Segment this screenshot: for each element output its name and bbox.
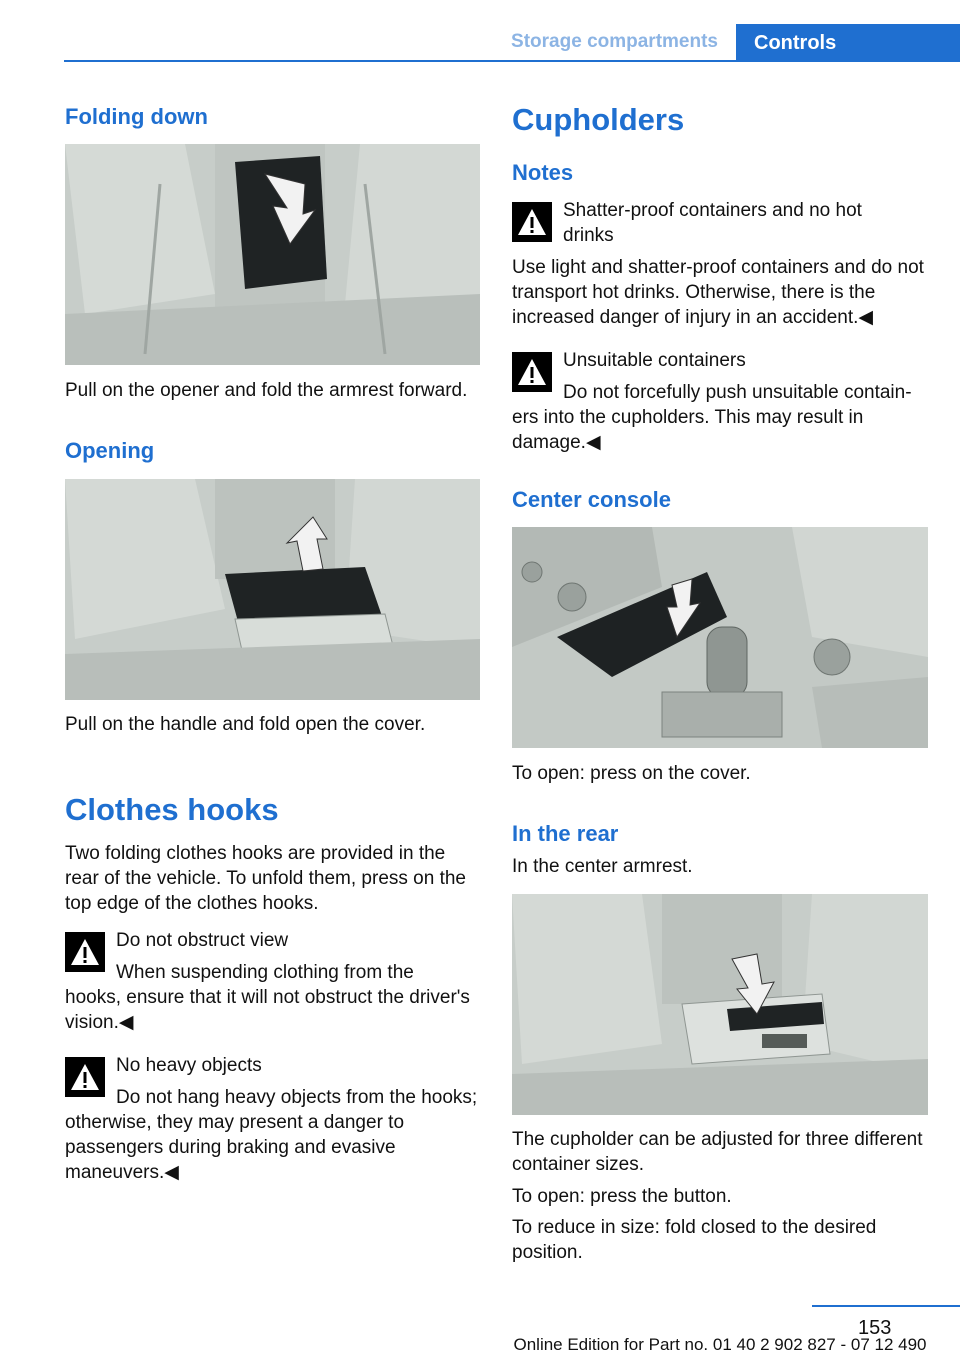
warning-triangle-icon (65, 1057, 105, 1097)
warning-title: No heavy objects (116, 1055, 262, 1076)
heading-clothes-hooks: Clothes hooks (65, 792, 279, 827)
warning-rest: hooks, ensure that it will not obstruct the driver's vision.◀ (65, 987, 470, 1033)
clothes-hooks-body: Two folding clothes hooks are provided in the rear of the vehicle. To unfold them, press on the top edge of the clothes hooks. (65, 843, 466, 914)
warning-triangle-icon (65, 932, 105, 972)
figure-in-the-rear (512, 894, 928, 1115)
warning-title: Shatter-proof containers and no hot drinks (563, 200, 862, 246)
warning-rest: ers into the cupholders. This may result in damage.◀ (512, 407, 864, 453)
page-number: 153 (858, 1317, 892, 1339)
warning-rest: otherwise, they may present a danger to passengers during braking and evasive maneuvers.◀ (65, 1112, 405, 1183)
in-the-rear-line-1: The cupholder can be adjusted for three different container sizes. (512, 1129, 923, 1175)
caption-opening: Pull on the handle and fold open the cover. (65, 714, 426, 735)
warning-triangle-icon (512, 202, 552, 242)
heading-opening: Opening (65, 438, 155, 463)
warning-body: Use light and shatter-proof containers and do not transport hot drinks. Otherwise, there is the increased danger of injury in an accident.◀ (512, 257, 924, 328)
in-the-rear-intro: In the center armrest. (512, 856, 693, 877)
warning-line1: Do not hang heavy objects from the hooks; (116, 1087, 478, 1108)
in-the-rear-line-3: To reduce in size: fold closed to the desired position. (512, 1217, 877, 1263)
warning-triangle-icon (512, 352, 552, 392)
warning-line1: Do not forcefully push unsuitable contain- (563, 382, 912, 403)
figure-opening (65, 479, 480, 700)
heading-cupholders: Cupholders (512, 102, 685, 137)
header-section-title[interactable]: Storage compartments (511, 31, 718, 52)
caption-center-console: To open: press on the cover. (512, 763, 751, 784)
warning-title: Unsuitable containers (563, 350, 746, 371)
in-the-rear-line-2: To open: press the button. (512, 1186, 732, 1207)
heading-in-the-rear: In the rear (512, 821, 619, 846)
footer-rule (812, 1305, 960, 1307)
header-tab-controls[interactable]: Controls (736, 24, 960, 62)
caption-folding-down: Pull on the opener and fold the armrest forward. (65, 380, 468, 401)
figure-center-console (512, 527, 928, 748)
warning-title: Do not obstruct view (116, 930, 289, 951)
heading-folding-down: Folding down (65, 104, 208, 129)
footer-edition: Online Edition for Part no. 01 40 2 902 827 - 07 12 490 (513, 1335, 927, 1354)
heading-notes: Notes (512, 160, 574, 185)
heading-center-console: Center console (512, 487, 671, 512)
figure-folding-down (65, 144, 480, 365)
warning-line1: When suspending clothing from the (116, 962, 414, 983)
